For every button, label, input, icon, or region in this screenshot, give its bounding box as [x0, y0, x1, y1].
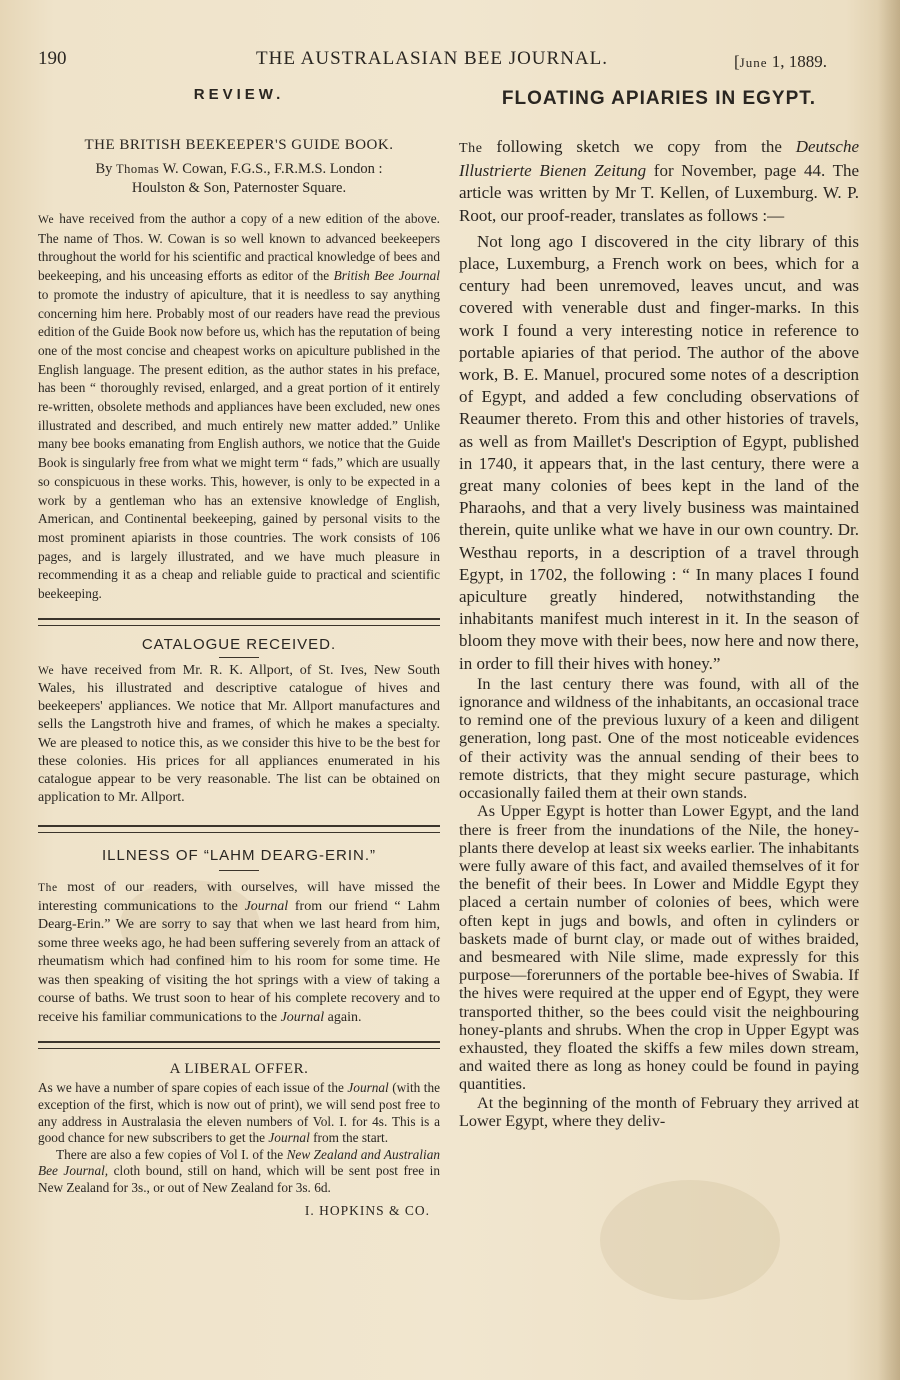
running-header: [0, 48, 900, 78]
review-body: We have received from the author a copy of a new edition of the above. The name of Thos. W. Cowan is so well known to advanced beekeepers throughout the world for his scientific and practical knowledge of bees and beekeeping, and his unceasing efforts as editor of the British Bee Journal to promote the industry of apiculture, that it is needless to say anything concerning him here. Probably most of our readers have read the previous edition of the Guide Book now before us, which has the reputation of being one of the most concise and cheapest works on apiculture published in the English language. The present edition, as the author states in his preface, has been “ thoroughly revised, enlarged, and a great portion of it entirely re-written, obsolete methods and appliances have been excluded, new ones illustrated and described, and much entirely new matter added.” Unlike many bee books emanating from English authors, we notice that the Guide Book is singularly free from what we might term “ fads,” which are usually so conspicuous in these works. This, however, is only to be expected in a work by a gentleman who has an extensive knowledge of English, American, and Continental beekeeping, gained by personal visits to the most prominent apiarists in those countries. The work consists of 106 pages, and is largely illustrated, and we have much pleasure in recommending it as a cheap and reliable guide to practical and scientific beekeeping.: [38, 211, 440, 602]
offer-heading: A LIBERAL OFFER.: [169, 1061, 309, 1078]
paper-stain: [600, 1180, 780, 1300]
book-title: THE BRITISH BEEKEEPER'S GUIDE BOOK.: [84, 137, 394, 153]
catalogue-heading: CATALOGUE RECEIVED.: [141, 635, 337, 653]
section-divider: [38, 618, 440, 626]
offer-body-2: There are also a few copies of Vol I. of the New Zealand and Australian Bee Journal, cloth bound, still on hand, which will be sent post free in New Zealand for 3s., or out of New Zealand for 3s. 6d.: [38, 1146, 440, 1195]
issue-date: [June 1, 1889.: [734, 52, 828, 71]
offer-body-1: As we have a number of spare copies of each issue of the Journal (with the exception of the first, which is now out of print), we will send post free to any address in Australasia the eleven numbers of Vol. I. for 4s. This is a good chance for new subscribers to get the Journal from the start.: [38, 1080, 441, 1146]
review-heading: REVIEW.: [193, 86, 285, 103]
left-column: [38, 86, 440, 1219]
floating-para-2: Not long ago I discovered in the city library of this place, Luxemburg, a French work on bees, which for a century had been unremoved, leaves uncut, and was covered with venerable dust and finger-marks. In this work I found a very interesting notice in reference to portable apiaries of that period. The author of the above work, B. E. Manuel, procured some notes of a description of Egypt, and added a few concluding observations of Reaumer thereto. From this and other histories of travels, as well as from Maillet's Description of Egypt, published in 1740, it appears that, in the last century, there were a great many colonies of bees kept in the land of the Pharaohs, and that a very lively business was maintained therein, quite unlike what we have in our own country. Dr. Westhau reports, in a description of a travel through Egypt, in 1702, the following : “ In many places I found apiculture greatly hindered, notwithstanding the inhabitants manifest much interest in it. In the season of bloom they move with their bees, now here and now there, in order to fill their hives with honey.”: [459, 231, 859, 673]
section-divider: [38, 1041, 440, 1049]
offer-signature: I. HOPKINS & CO.: [304, 1202, 430, 1218]
floating-para-3: In the last century there was found, with all of the ignorance and wildness of the inhabitants, an occasional trace to remind one of the previous luxury of a keen and diligent generation, long past. One of the most noticeable evidences of their activity was the annual sending of their bees to remote districts, that they might secure pasturage, which occasionally failed them at their own stands.: [459, 674, 859, 803]
right-column: [459, 88, 859, 1130]
illness-heading: ILLNESS OF “LAHM DEARG-ERIN.”: [101, 847, 377, 865]
short-divider: [219, 657, 259, 658]
page-fold-shadow: [878, 0, 900, 1380]
floating-apiaries-heading: FLOATING APIARIES IN EGYPT.: [501, 88, 817, 109]
illness-body: The most of our readers, with ourselves, will have missed the interesting communications to the Journal from our friend “ Lahm Dearg-Erin.” We are sorry to say that when we last heard from him, some three weeks ago, he had been suffering severely from an attack of rheumatism which had confined him to his room for some time. He was then speaking of visiting the hot springs with a view of taking a course of baths. We trust soon to hear of his complete recovery and to receive his familiar communications to the Journal again.: [38, 880, 440, 1025]
book-byline: By Thomas W. Cowan, F.G.S., F.R.M.S. London : Houlston & Son, Paternoster Square.: [95, 161, 383, 196]
floating-para-4: As Upper Egypt is hotter than Lower Egypt, and the land there is freer from the inundations of the Nile, the honey-plants there develop at least six weeks earlier. The inhabitants were fully aware of this fact, and availed themselves of it for the benefit of their bees. In Lower and Middle Egypt they placed a certain number of colonies of bees, which were often kept in jugs and bowls, and often in cylinders or baskets made of burnt clay, or made out of withes braided, and besmeared with Nile slime, made expressly for this purpose—forerunners of the portable bee-hives of Swabia. If the hives were required at the upper end of Egypt, they were transported thither, so the bees could visit the neighbouring honey-plants and shrubs. When the crop in Upper Egypt was exhausted, they floated the skiffs a few miles down stream, and waited there as long as honey could be found in paying quantities.: [459, 802, 859, 1094]
floating-para-5: At the beginning of the month of February they arrived at Lower Egypt, where they deliv-: [459, 1093, 859, 1130]
page-number: 190: [38, 48, 67, 69]
floating-intro: The following sketch we copy from the Deutsche Illustrierte Bienen Zeitung for November, page 44. The article was written by Mr T. Kellen, of Luxemburg. W. P. Root, our proof-reader, translates as follows :—: [459, 137, 859, 225]
catalogue-body: We have received from Mr. R. K. Allport, of St. Ives, New South Wales, his illustrated and descriptive catalogue of hives and beekeepers' appliances. We notice that Mr. Allport manufactures and sells the Langstroth hive and frames, of which he makes a specialty. We are pleased to notice this, as we consider this hive to be the best for these colonies. His prices for all appliances enumerated in his catalogue appear to be very reasonable. The list can be obtained on application to Mr. Allport.: [38, 662, 440, 806]
short-divider: [219, 870, 259, 871]
section-divider: [38, 825, 440, 833]
journal-title: THE AUSTRALASIAN BEE JOURNAL.: [256, 48, 608, 69]
